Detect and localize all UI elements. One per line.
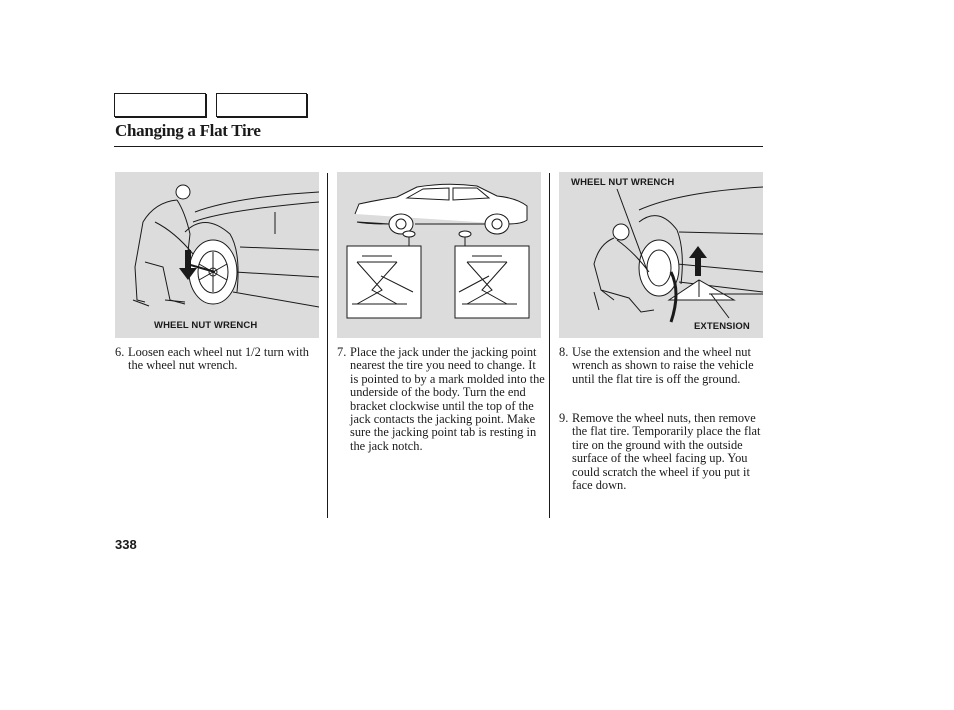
step-8	[559, 346, 769, 386]
figure-loosen-wheel-nuts	[115, 172, 319, 338]
step-7	[337, 346, 547, 453]
loosen-nuts-illustration	[115, 172, 319, 338]
step-text: Loosen each wheel nut 1/2 turn with the wheel nut wrench.	[128, 345, 309, 373]
figure-label-wheel-nut-wrench: WHEEL NUT WRENCH	[154, 320, 258, 331]
step-9	[559, 412, 769, 492]
step-number: 7.	[337, 345, 347, 359]
step-number: 9.	[559, 411, 569, 425]
page-title: Changing a Flat Tire	[115, 121, 261, 140]
column-divider-left	[327, 173, 328, 518]
step-text: Remove the wheel nuts, then remove the flat tire. Temporarily place the flat tire on the ground with the outside surface of the wheel facing up. You could scratch the wheel if you put it face down.	[572, 411, 761, 493]
step-6	[115, 346, 320, 373]
figure-raise-vehicle	[559, 172, 763, 338]
column-divider-right	[549, 173, 550, 518]
step-number: 6.	[115, 345, 125, 359]
nav-tab-main-menu[interactable]	[114, 93, 206, 117]
nav-tab-index[interactable]	[216, 93, 307, 117]
raise-vehicle-illustration	[559, 172, 763, 338]
title-divider	[114, 146, 763, 147]
step-text: Place the jack under the jacking point nearest the tire you need to change. It is pointed to by a mark molded into the underside of the body. Turn the end bracket clockwise until the top of the jack contacts the jacking point. Make sure the jacking point tab is resting in the jack notch.	[350, 345, 545, 453]
figure-label-extension: EXTENSION	[694, 321, 750, 332]
figure-label-wheel-nut-wrench: WHEEL NUT WRENCH	[571, 177, 675, 188]
step-text: Use the extension and the wheel nut wrench as shown to raise the vehicle until the flat tire is off the ground.	[572, 345, 754, 386]
step-number: 8.	[559, 345, 569, 359]
figure-jacking-points	[337, 172, 541, 338]
page-number: 338	[115, 537, 137, 552]
jacking-point-illustration	[337, 172, 541, 338]
